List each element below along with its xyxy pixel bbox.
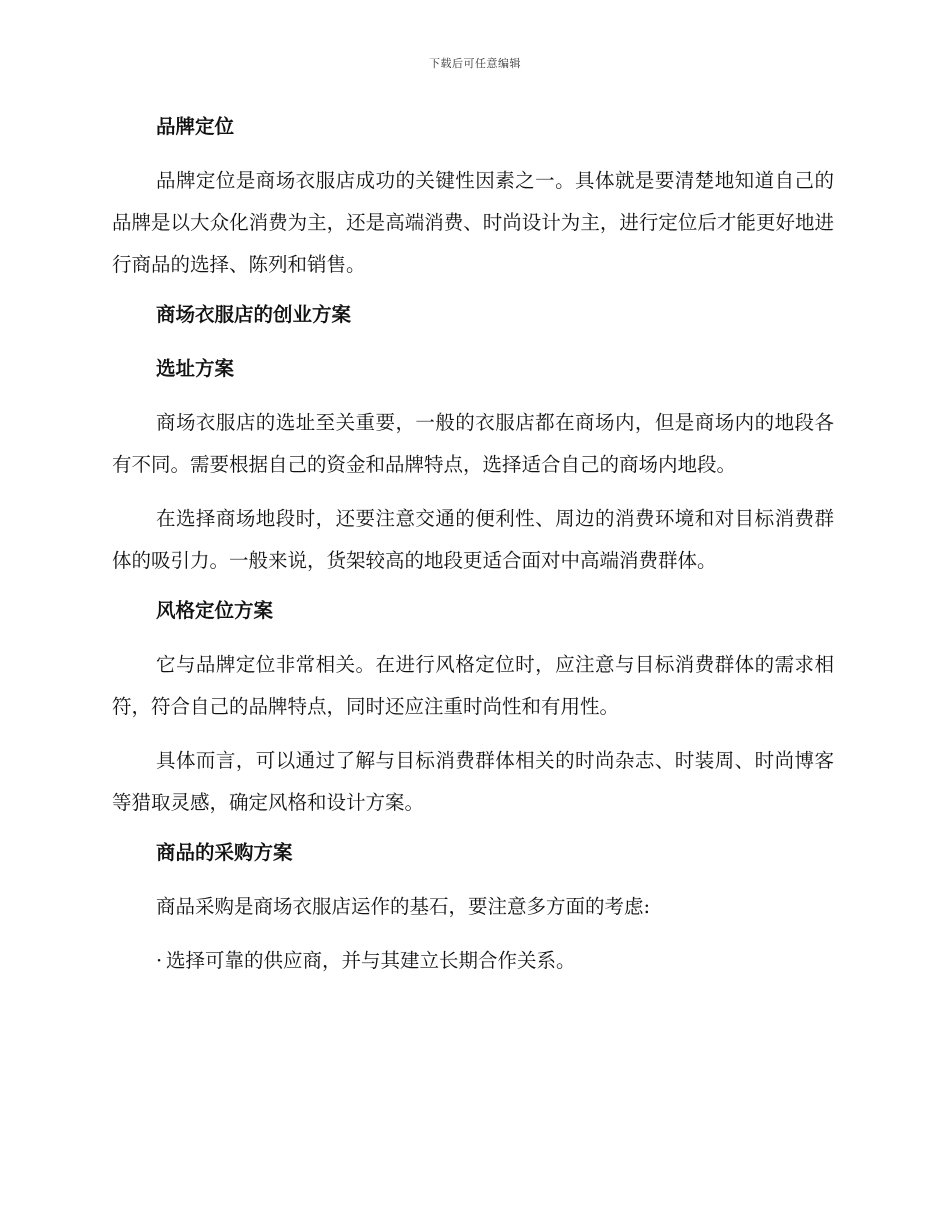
section-heading-site: 选址方案 (156, 357, 235, 380)
section-heading-purchase: 商品的采购方案 (156, 841, 293, 864)
section-heading-brand: 品牌定位 (156, 115, 235, 138)
bullet-item (112, 940, 834, 982)
section-heading-style: 风格定位方案 (156, 599, 274, 622)
bullet-text: 选择可靠的供应商，并与其建立长期合作关系。 (166, 949, 576, 972)
paragraph-style-1: 它与品牌定位非常相关。在进行风格定位时，应注意与目标消费群体的需求相符，符合自己的品牌特点，同时还应注重时尚性和有用性。 (112, 653, 834, 718)
paragraph-style-2: 具体而言，可以通过了解与目标消费群体相关的时尚杂志、时装周、时尚博客等猎取灵感，确定风格和设计方案。 (112, 749, 834, 814)
section-heading-plan: 商场衣服店的创业方案 (156, 303, 352, 326)
paragraph-purchase: 商品采购是商场衣服店运作的基石，要注意多方面的考虑: (156, 895, 651, 918)
document-body (112, 110, 834, 982)
paragraph-site-2: 在选择商场地段时，还要注意交通的便利性、周边的消费环境和对目标消费群体的吸引力。一般来说，货架较高的地段更适合面对中高端消费群体。 (112, 507, 834, 572)
paragraph-site-1: 商场衣服店的选址至关重要，一般的衣服店都在商场内，但是商场内的地段各有不同。需要根据自己的资金和品牌特点，选择适合自己的商场内地段。 (112, 411, 834, 476)
bullet-dot-icon: · (156, 949, 163, 972)
paragraph-brand: 品牌定位是商场衣服店成功的关键性因素之一。具体就是要清楚地知道自己的品牌是以大众化消费为主，还是高端消费、时尚设计为主，进行定位后才能更好地进行商品的选择、陈列和销售。 (112, 169, 834, 276)
page-header: 下载后可任意编辑 (429, 57, 521, 70)
